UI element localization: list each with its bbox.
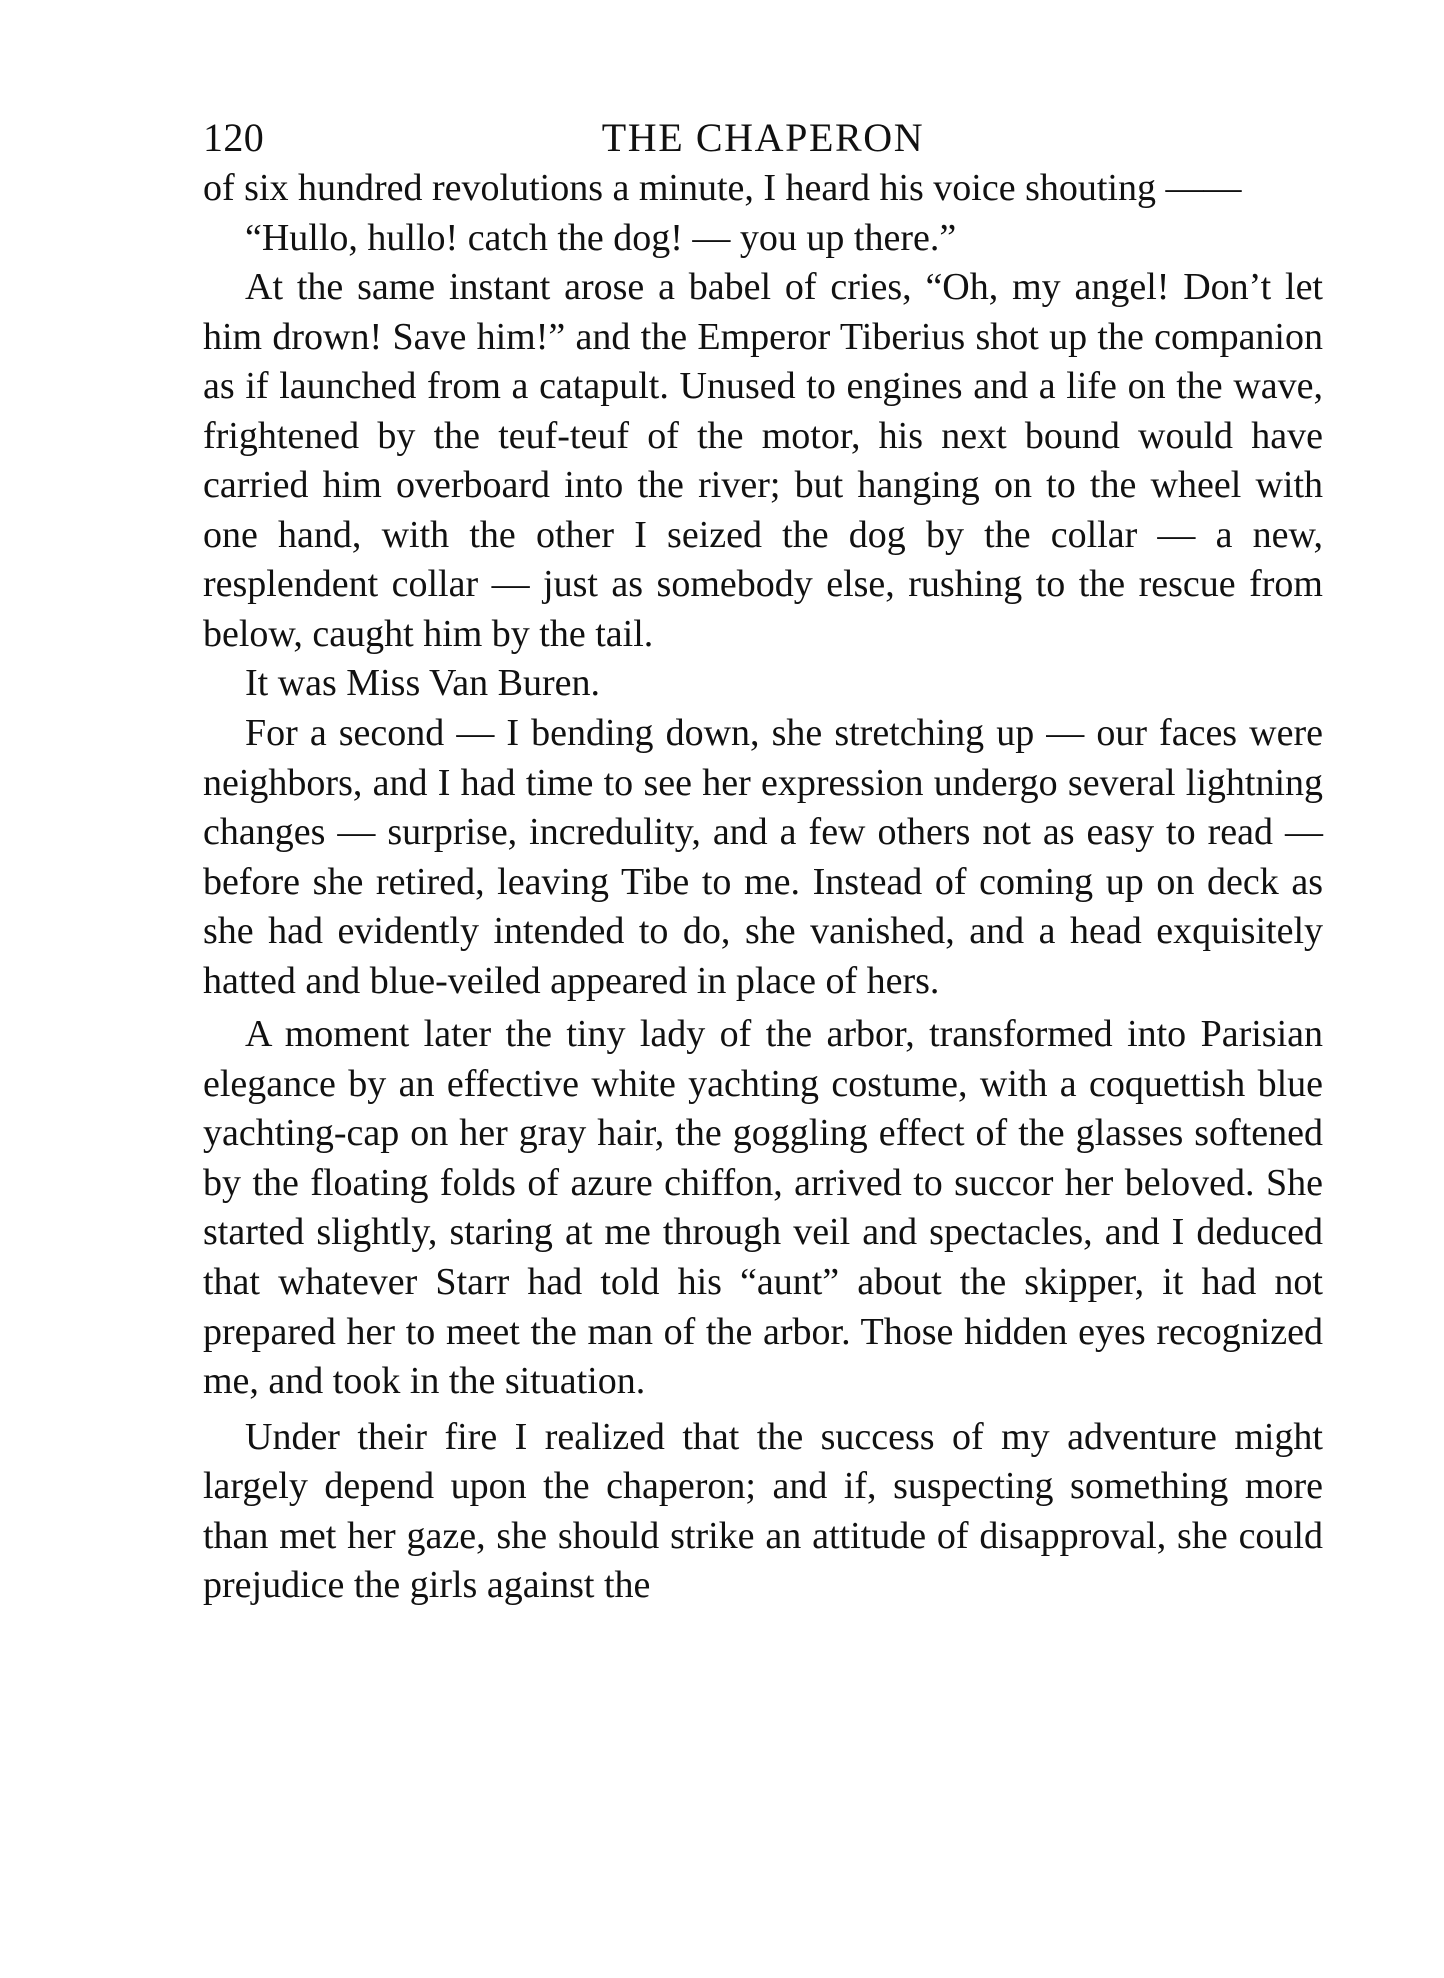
page-number: 120 [203, 115, 265, 160]
paragraph: Under their fire I realized that the success of my adventure might largely depend upon the chaperon; and if, suspecting something more than met her gaze, she should strike an attitude of disapproval, she could prejudice the girls against the [203, 1415, 1323, 1607]
body-text [203, 164, 1323, 1611]
paragraph-continuation: of six hundred revolutions a minute, I heard his voice shouting —— [203, 167, 1242, 209]
paragraph: For a second — I bending down, she stretching up — our faces were neighbors, and I had time to see her expression undergo several lightning changes — surprise, incredulity, and a few others not as easy to read — before she retired, leaving Tibe to me. Instead of coming up on deck as she had evidently intended to do, she vanished, and a head exquisitely hatted and blue-veiled appeared in place of hers. [203, 712, 1323, 1002]
paragraph-dialogue: “Hullo, hullo! catch the dog! — you up there.” [245, 216, 957, 259]
page-header [203, 112, 1323, 164]
paragraph: At the same instant arose a babel of cries, “Oh, my angel! Don’t let him drown! Save him!” and the Emperor Tiberius shot up the companion as if launched from a catapult. Unused to engines and a life on the wave, frightened by the teuf-teuf of the motor, his next bound would have carried him overboard into the river; but hanging on to the wheel with one hand, with the other I seized the dog by the collar — a new, resplendent collar — just as somebody else, rushing to the rescue from below, caught him by the tail. [203, 266, 1323, 655]
paragraph: A moment later the tiny lady of the arbor, transformed into Parisian elegance by an effective white yachting costume, with a coquettish blue yachting-cap on her gray hair, the goggling effect of the glasses softened by the floating folds of azure chiffon, arrived to succor her beloved. She started slightly, staring at me through veil and spectacles, and I deduced that whatever Starr had told his “aunt” about the skipper, it had not prepared her to meet the man of the arbor. Those hidden eyes recognized me, and took in the situation. [203, 1013, 1323, 1403]
page-content [203, 112, 1323, 1611]
paragraph: It was Miss Van Buren. [245, 662, 601, 705]
running-title: THE CHAPERON [601, 115, 925, 160]
